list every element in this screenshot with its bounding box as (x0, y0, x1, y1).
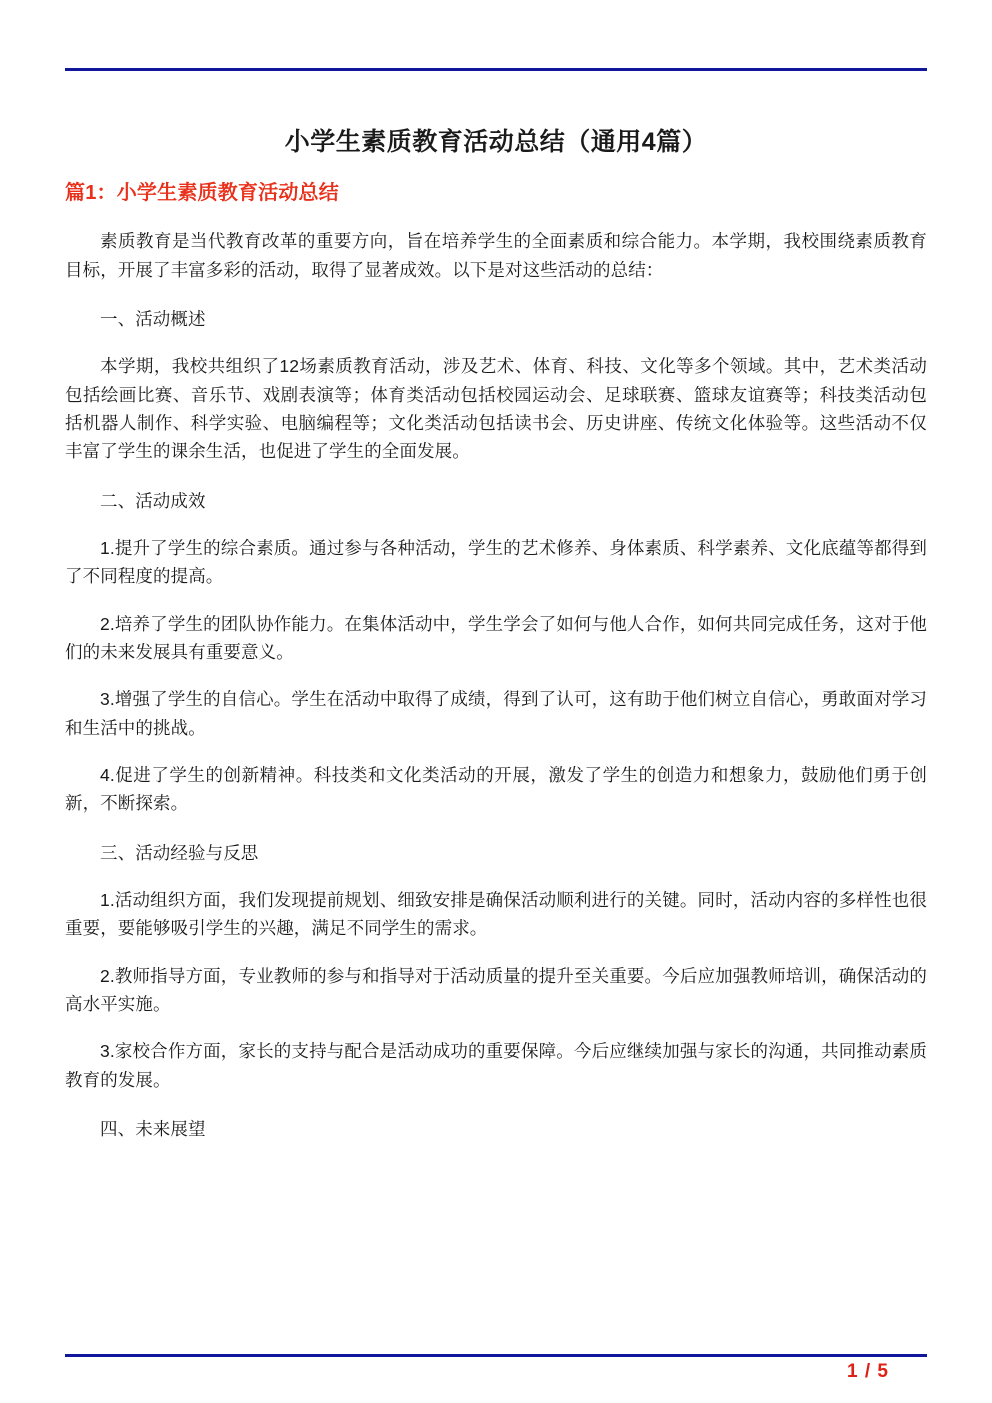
body-list-item: 3.家校合作方面，家长的支持与配合是活动成功的重要保障。今后应继续加强与家长的沟通，共同推动素质教育的发展。 (65, 1041, 927, 1090)
document-body (65, 208, 927, 1143)
body-list-item: 3.增强了学生的自信心。学生在活动中取得了成绩，得到了认可，这有助于他们树立自信心，勇敢面对学习和生活中的挑战。 (65, 689, 927, 738)
document-content (65, 96, 927, 1144)
body-subheading: 二、活动成效 (100, 490, 206, 511)
body-list-item: 2.培养了学生的团队协作能力。在集体活动中，学生学会了如何与他人合作，如何共同完成任务，这对于他们的未来发展具有重要意义。 (65, 613, 927, 663)
body-list-item: 1.活动组织方面，我们发现提前规划、细致安排是确保活动顺利进行的关键。同时，活动内容的多样性也很重要，要能够吸引学生的兴趣，满足不同学生的需求。 (65, 890, 927, 939)
body-paragraph: 素质教育是当代教育改革的重要方向，旨在培养学生的全面素质和综合能力。本学期，我校围绕素质教育目标，开展了丰富多彩的活动，取得了显著成效。以下是对这些活动的总结： (65, 231, 927, 280)
body-list-item: 4.促进了学生的创新精神。科技类和文化类活动的开展，激发了学生的创造力和想象力，鼓励他们勇于创新，不断探索。 (65, 765, 927, 814)
body-list-item: 1.提升了学生的综合素质。通过参与各种活动，学生的艺术修养、身体素质、科学素养、文化底蕴等都得到了不同程度的提高。 (65, 538, 927, 587)
footer-divider-rule (65, 1354, 927, 1357)
page-title: 小学生素质教育活动总结（通用4篇） (284, 128, 708, 156)
body-subheading: 四、未来展望 (100, 1119, 206, 1140)
body-subheading: 三、活动经验与反思 (100, 842, 259, 863)
section-heading-piece-1: 篇1：小学生素质教育活动总结 (65, 182, 339, 205)
body-subheading: 一、活动概述 (100, 308, 206, 329)
body-paragraph: 本学期，我校共组织了12场素质教育活动，涉及艺术、体育、科技、文化等多个领域。其中，艺术类活动包括绘画比赛、音乐节、戏剧表演等；体育类活动包括校园运动会、足球联赛、篮球友谊赛等；科技类活动包括机器人制作、科学实验、电脑编程等；文化类活动包括读书会、历史讲座、传统文化体验等。这些活动不仅丰富了学生的课余生活，也促进了学生的全面发展。 (65, 356, 927, 462)
body-list-item: 2.教师指导方面，专业教师的参与和指导对于活动质量的提升至关重要。今后应加强教师培训，确保活动的高水平实施。 (65, 965, 927, 1015)
header-divider-rule (65, 68, 927, 71)
page-number: 1 / 5 (847, 1361, 889, 1382)
